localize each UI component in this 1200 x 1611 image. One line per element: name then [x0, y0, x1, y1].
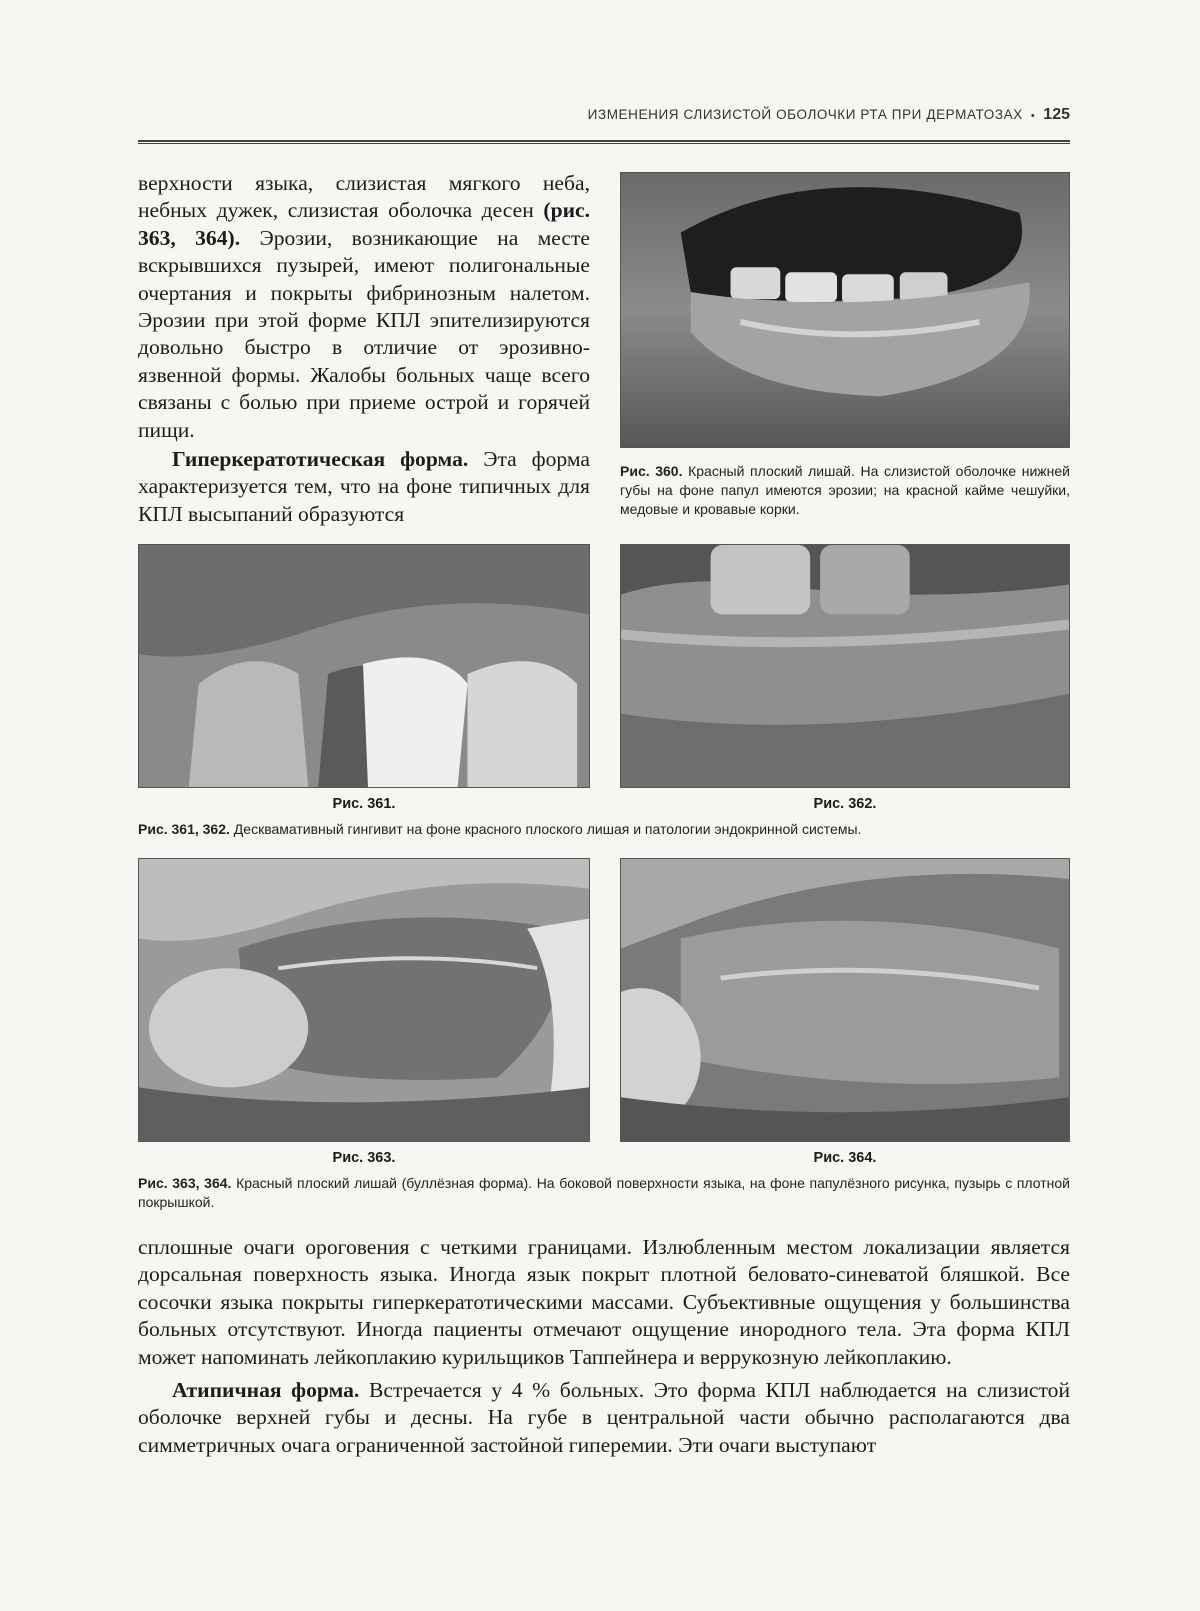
- caption-text: Красный плоский лишай. На слизистой оболочке нижней губы на фоне папул имеются эрозии; на красной кайме чешуйки, медовые и кровавые корки.: [620, 463, 1070, 517]
- caption-label: Рис. 360.: [620, 463, 683, 479]
- term-atypical: Атипичная форма.: [172, 1378, 360, 1403]
- caption-fig-363-364: [138, 1174, 1070, 1212]
- text-run: верхности языка, слизистая мягкого неба, небных дужек, слизистая оболочка десен: [138, 171, 590, 223]
- photo-fig-362: [620, 544, 1070, 788]
- label-fig-361: Рис. 361.: [332, 796, 396, 812]
- paragraph-hyperkeratotic-continued: сплошные очаги ороговения с четкими границами. Излюбленным местом локализации является дорсальная поверхность языка. Иногда язык покрыт плотной беловато-синеватой бляшкой. Все сосочки языка покрыты гиперкератотическими массами. Субъективные ощущения у большинства больных отсутствуют. Иногда пациенты отмечают ощущение инородного тела. Эта форма КПЛ может напоминать лейкоплакию курильщиков Таппейнера и веррукозную лейкоплакию.: [138, 1235, 1070, 1369]
- header-rule: [138, 140, 1070, 144]
- text-run: Эта форма характеризуется тем, что на фоне типичных для КПЛ высыпаний образуются: [138, 447, 590, 526]
- header-separator: •: [1030, 110, 1036, 122]
- caption-text: Десквамативный гингивит на фоне красного плоского лишая и патологии эндокринной системы.: [229, 821, 862, 837]
- paragraph-atypical: [138, 1377, 1070, 1459]
- paragraph-hyperkeratotic: [138, 446, 590, 528]
- caption-label: Рис. 361, 362.: [138, 821, 230, 837]
- paragraph-bullous-continued: [138, 170, 590, 444]
- photo-fig-360: [620, 172, 1070, 448]
- term-hyperkeratotic: Гиперкератотическая форма.: [172, 447, 469, 472]
- left-column-text: [138, 170, 590, 528]
- text-run: Эрозии, возникающие на месте вскрывшихся пузырей, имеют полигональные очертания и покрыты фибринозным налетом. Эрозии при этой форме КПЛ эпителизируются довольно быстро в отличие от эрозивно-язвенной формы. Жалобы больных чаще всего связаны с болью при приеме острой и горячей пищи.: [138, 225, 590, 442]
- text-run: Встречается у 4 % больных. Это форма КПЛ наблюдается на слизистой оболочке верхней губы и десны. На губе в центральной части обычно располагаются два симметричных очага ограниченной застойной гиперемии. Эти очаги выступают: [138, 1378, 1070, 1457]
- label-fig-364: Рис. 364.: [813, 1150, 877, 1166]
- label-fig-363: Рис. 363.: [332, 1150, 396, 1166]
- figure-reference: (рис. 363, 364).: [138, 198, 590, 250]
- page-number: 125: [1043, 106, 1070, 123]
- running-title: ИЗМЕНЕНИЯ СЛИЗИСТОЙ ОБОЛОЧКИ РТА ПРИ ДЕРМАТОЗАХ: [587, 107, 1023, 122]
- photo-fig-361: [138, 544, 590, 788]
- caption-fig-361-362: [138, 820, 1070, 839]
- photo-fig-364: [620, 858, 1070, 1142]
- running-header: [138, 106, 1070, 124]
- label-fig-362: Рис. 362.: [813, 796, 877, 812]
- photo-fig-363: [138, 858, 590, 1142]
- caption-text: Красный плоский лишай (буллёзная форма). На боковой поверхности языка, на фоне папулёзного рисунка, пузырь с плотной покрышкой.: [138, 1175, 1070, 1210]
- caption-label: Рис. 363, 364.: [138, 1175, 232, 1191]
- caption-fig-360: [620, 462, 1070, 519]
- bottom-text: [138, 1234, 1070, 1459]
